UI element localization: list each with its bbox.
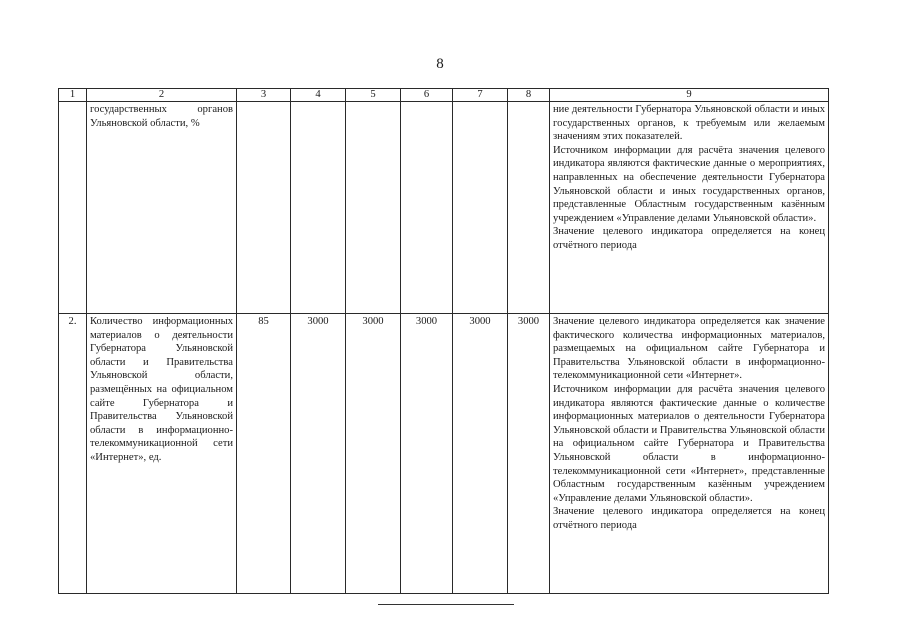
footer-divider xyxy=(378,604,514,605)
indicator-name: Количество информационных материалов о деятельности Губернатора Ульяновской области и Правительства Ульяновской области, размещённых на официальном сайте Губернатора и Правительства Ульяновской области в информационно-телекоммуникационной сети «Интернет», ед. xyxy=(87,314,237,594)
value-col-3: 85 xyxy=(237,314,291,594)
table-row xyxy=(59,102,829,314)
methodology-cell xyxy=(550,314,829,594)
value-col-7: 3000 xyxy=(453,314,508,594)
header-col-4: 4 xyxy=(291,89,346,102)
header-col-5: 5 xyxy=(346,89,401,102)
value-col-4: 3000 xyxy=(291,314,346,594)
methodology-paragraph: Источником информации для расчёта значения целевого индикатора являются фактические данные о количестве информационных материалов о деятельности Губернатора Ульяновской области и Правительства Ульяновской области на официальном сайте Губернатора и Правительства Ульяновской области в информационно-телекоммуникационной сети «Интернет», представленные Областным государственным казённым учреждением «Управление делами Ульяновской области». xyxy=(553,383,825,504)
page-number: 8 xyxy=(436,56,444,72)
methodology-paragraph: Значение целевого индикатора определяется на конец отчётного периода xyxy=(553,506,825,531)
header-col-7: 7 xyxy=(453,89,508,102)
methodology-paragraph: Источником информации для расчёта значения целевого индикатора являются фактические данные о мероприятиях, направленных на обеспечение деятельности Губернатора Ульяновской области и иных государственных органов, представленные Областным государственным казённым учреждением «Управление делами Ульяновской области». xyxy=(553,144,825,224)
indicator-table xyxy=(58,88,829,594)
methodology-cell xyxy=(550,102,829,314)
value-col-8: 3000 xyxy=(508,314,550,594)
indicator-name: государственных органов Ульяновской области, % xyxy=(87,102,237,314)
value-col-4 xyxy=(291,102,346,314)
row-number xyxy=(59,102,87,314)
value-col-3 xyxy=(237,102,291,314)
value-col-7 xyxy=(453,102,508,314)
methodology-paragraph: Значение целевого индикатора определяется на конец отчётного периода xyxy=(553,226,825,251)
value-col-5 xyxy=(346,102,401,314)
value-col-6 xyxy=(401,102,453,314)
value-col-5: 3000 xyxy=(346,314,401,594)
header-col-3: 3 xyxy=(237,89,291,102)
methodology-paragraph: ние деятельности Губернатора Ульяновской области и иных государственных органов, к требуемым или желаемым значениям этих показателей. xyxy=(553,104,825,143)
header-col-6: 6 xyxy=(401,89,453,102)
row-number: 2. xyxy=(59,314,87,594)
header-col-2: 2 xyxy=(87,89,237,102)
methodology-paragraph: Значение целевого индикатора определяется как значение фактического количества информационных материалов, размещаемых на официальном сайте Губернатора и Правительства Ульяновской области в информационно-телекоммуникационной сети «Интернет». xyxy=(553,316,825,382)
value-col-8 xyxy=(508,102,550,314)
header-col-1: 1 xyxy=(59,89,87,102)
header-col-9: 9 xyxy=(550,89,829,102)
table-header xyxy=(59,89,829,102)
table-row xyxy=(59,314,829,594)
value-col-6: 3000 xyxy=(401,314,453,594)
header-col-8: 8 xyxy=(508,89,550,102)
